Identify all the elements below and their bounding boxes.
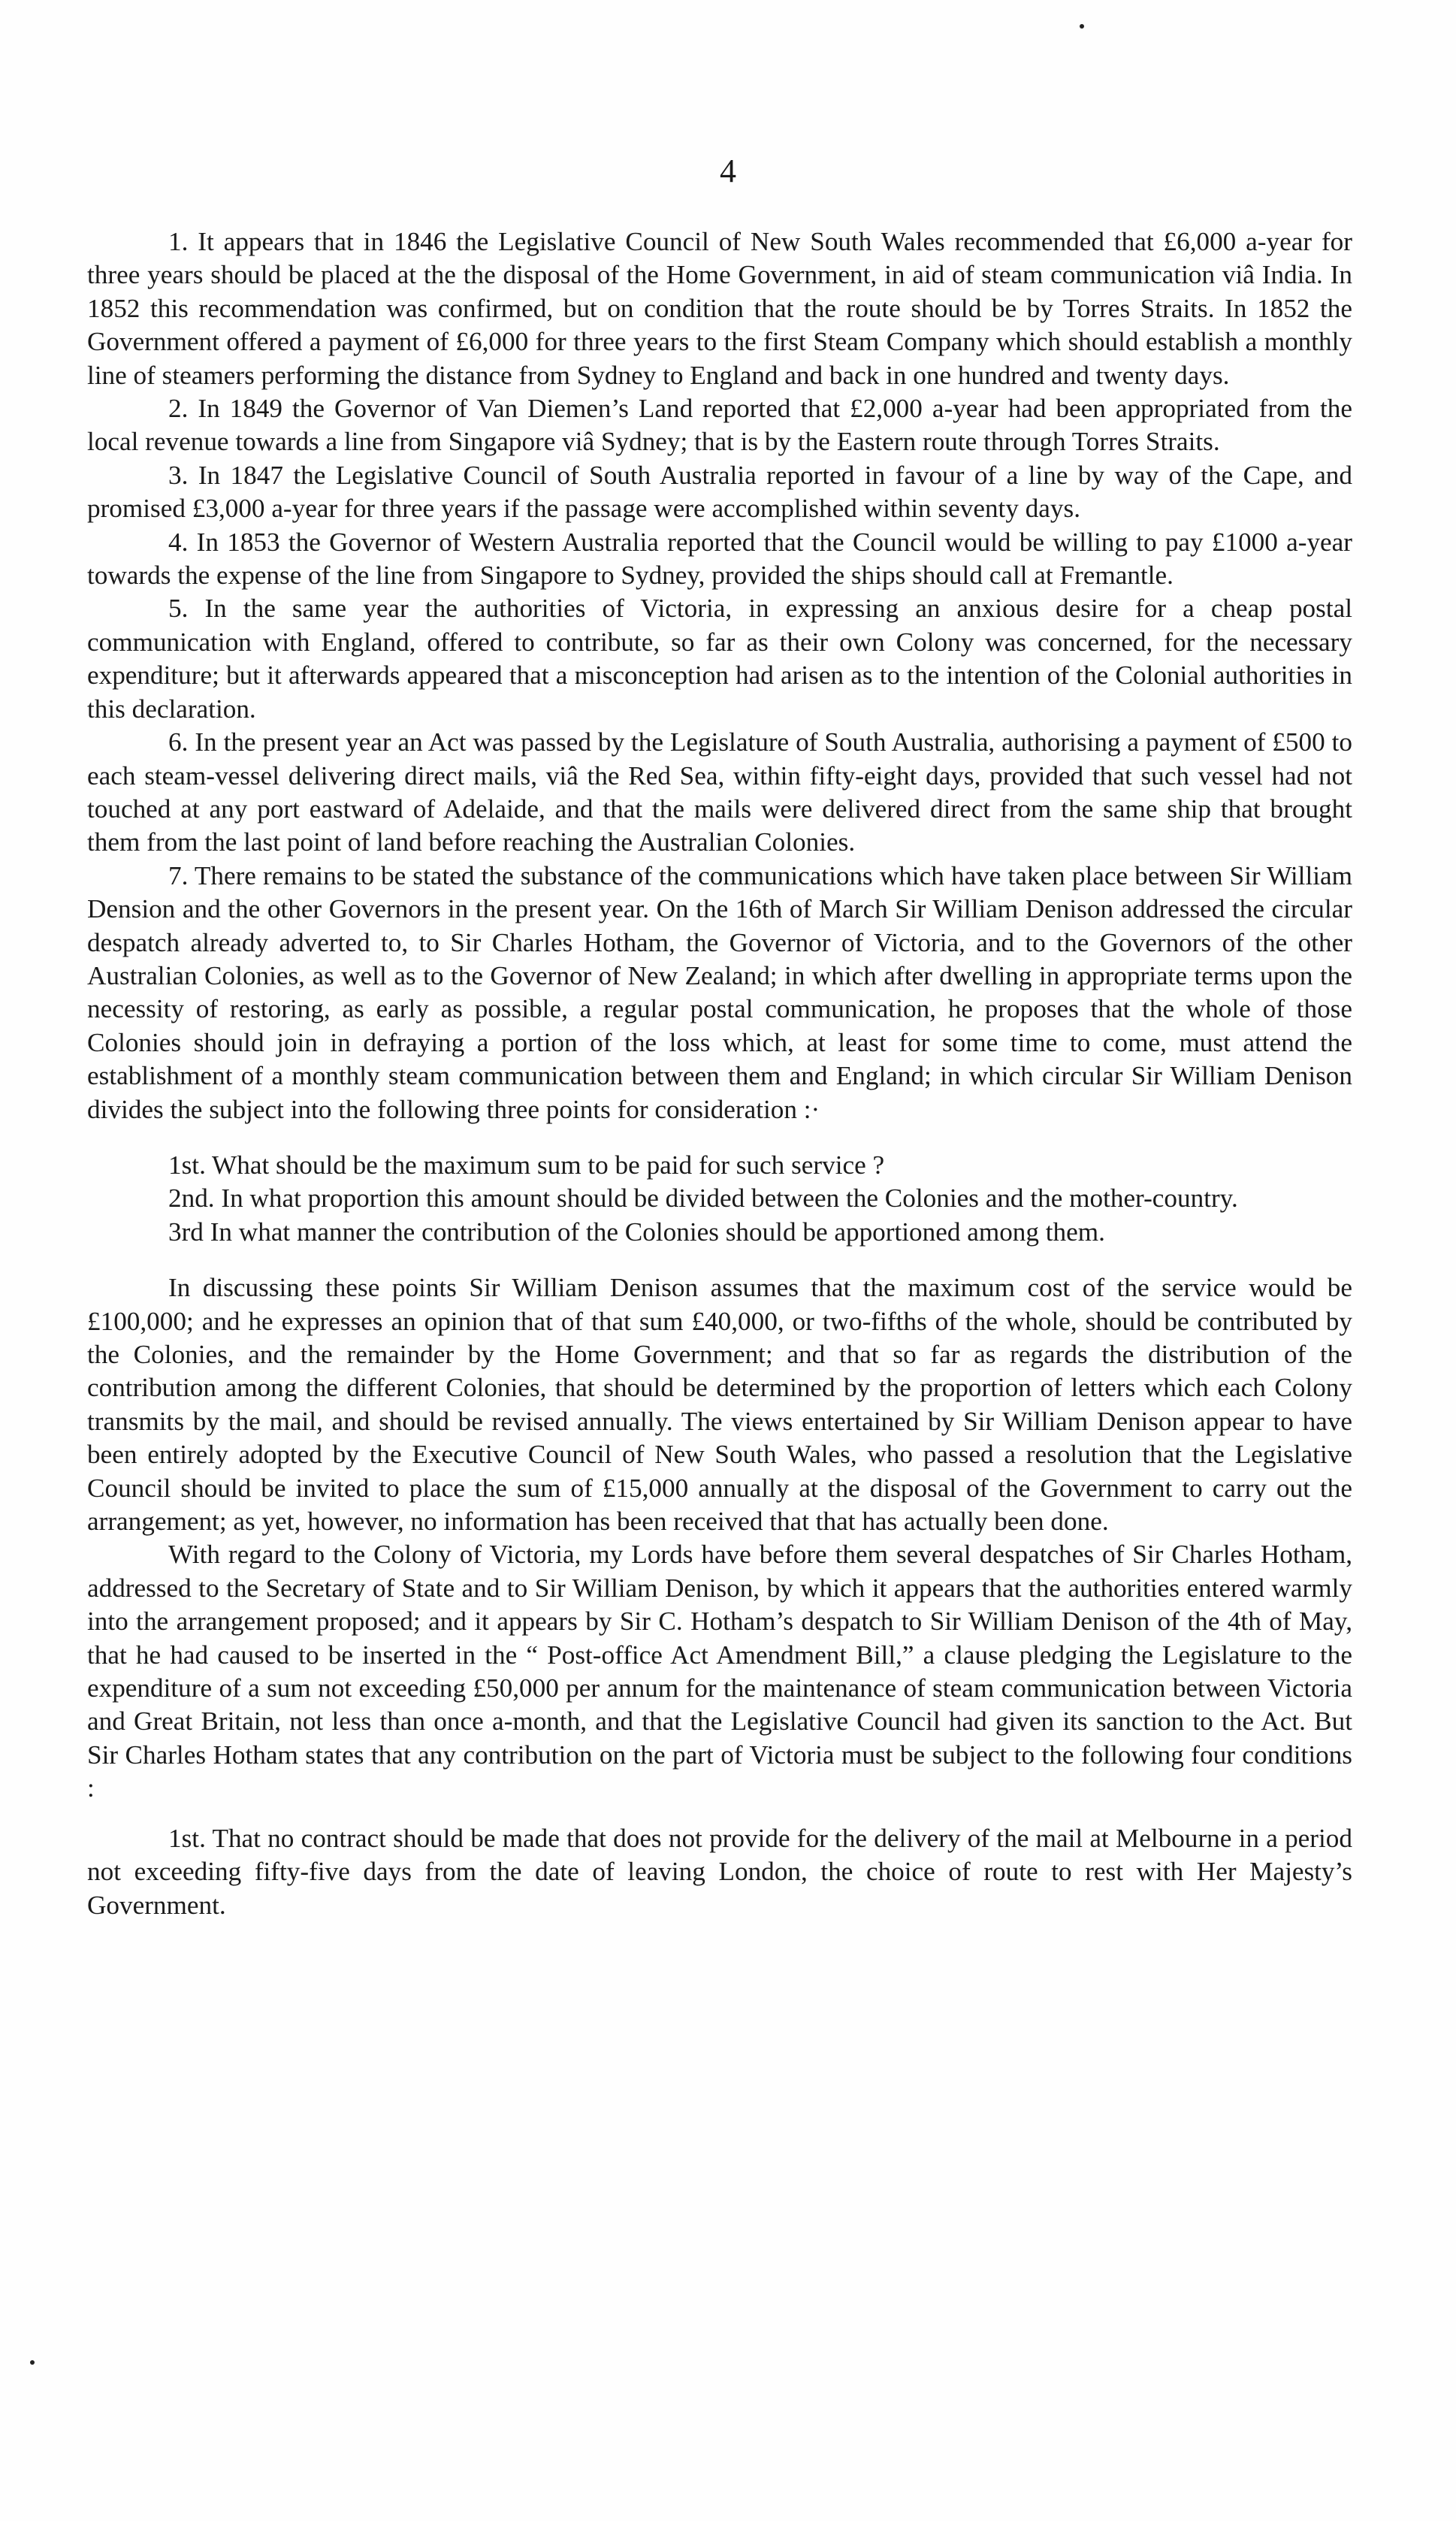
discussion-paragraph-1: In discussing these points Sir William Denison assumes that the maximum cost of the service would be £100,000; and he expresses an opinion that of that sum £40,000, or two-fifths of the whole, should be contributed by the Colonies, and the remainder by the Home Government; and that so far as regards the distribution of the contribution among the different Colonies, that should be determined by the proportion of letters which each Colony transmits by the mail, and should be revised annually. The views entertained by Sir William Denison appear to have been entirely adopted by the Executive Council of New South Wales, who passed a resolution that the Legislative Council should be invited to place the sum of £15,000 annually at the disposal of the Government to carry out the arrangement; as yet, however, no information has been received that that has actually been done. xyxy=(87,1273,1352,1537)
document-body xyxy=(87,225,1352,1922)
point-2: 2nd. In what proportion this amount should be divided between the Colonies and the mother-country. xyxy=(168,1183,1238,1214)
paragraph-2: 2. In 1849 the Governor of Van Diemen’s Land reported that £2,000 a-year had been appropriated from the local revenue towards a line from Singapore viâ Sydney; that is by the Eastern route through Torres Straits. xyxy=(87,394,1352,457)
paragraph-6: 6. In the present year an Act was passed by the Legislature of South Australia, authorising a payment of £500 to each steam-vessel delivering direct mails, viâ the Red Sea, within fifty-eight days, provided that such vessel had not touched at any port eastward of Adelaide, and that the mails were delivered direct from the same ship that brought them from the last point of land before reaching the Australian Colonies. xyxy=(87,727,1352,857)
discussion-paragraph-2: With regard to the Colony of Victoria, my Lords have before them several despatches of Sir Charles Hotham, addressed to the Secretary of State and to Sir William Denison, by which it appears that the authorities entered warmly into the arrangement proposed; and it appears by Sir C. Hotham’s despatch to Sir William Denison of the 4th of May, that he had caused to be inserted in the “ Post-office Act Amendment Bill,” a clause pledging the Legislature to the expenditure of a sum not exceeding £50,000 per annum for the maintenance of steam communication between Victoria and Great Britain, not less than once a-month, and that the Legislative Council had given its sanction to the Act. But Sir Charles Hotham states that any contribution on the part of Victoria must be subject to the following four conditions : xyxy=(87,1540,1352,1803)
point-1: 1st. What should be the maximum sum to be paid for such service ? xyxy=(168,1150,885,1180)
spacer xyxy=(87,1249,1352,1271)
paragraph-3: 3. In 1847 the Legislative Council of South Australia reported in favour of a line by way of the Cape, and promised £3,000 a-year for three years if the passage were accomplished within seventy days. xyxy=(87,460,1352,524)
point-3: 3rd In what manner the contribution of the Colonies should be apportioned among them. xyxy=(168,1217,1105,1247)
paragraph-5: 5. In the same year the authorities of Victoria, in expressing an anxious desire for a cheap postal communication with England, offered to contribute, so far as their own Colony was concerned, for the necessary expenditure; but it afterwards appeared that a misconception had arisen as to the intention of the Colonial authorities in this declaration. xyxy=(87,594,1352,724)
spacer xyxy=(87,1126,1352,1149)
ink-speck-top xyxy=(1080,24,1084,29)
paragraph-4: 4. In 1853 the Governor of Western Australia reported that the Council would be willing to pay £1000 a-year towards the expense of the line from Singapore to Sydney, provided the ships should call at Fremantle. xyxy=(87,527,1352,591)
ink-speck-bottom xyxy=(30,2360,35,2365)
spacer xyxy=(87,1806,1352,1822)
paragraph-7: 7. There remains to be stated the substance of the communications which have taken place between Sir William Dension and the other Governors in the present year. On the 16th of March Sir William Denison addressed the circular despatch already adverted to, to Sir Charles Hotham, the Governor of Victoria, and to the Governors of the other Australian Colonies, as well as to the Governor of New Zealand; in which after dwelling in appropriate terms upon the necessity of restoring, as early as possible, a regular postal communication, he proposes that the whole of those Colonies should join in defraying a portion of the loss which, at least for some time to come, must attend the establishment of a monthly steam communication between them and England; in which circular Sir William Denison divides the subject into the following three points for consideration :· xyxy=(87,860,1352,1124)
condition-1: 1st. That no contract should be made that does not provide for the delivery of the mail at Melbourne in a period not exceeding fifty-five days from the date of leaving London, the choice of route to rest with Her Majesty’s Government. xyxy=(87,1823,1352,1920)
paragraph-1: 1. It appears that in 1846 the Legislative Council of New South Wales recommended that £6,000 a-year for three years should be placed at the the disposal of the Home Government, in aid of steam communication viâ India. In 1852 this recommendation was confirmed, but on condition that the route should be by Torres Straits. In 1852 the Government offered a payment of £6,000 for three years to the first Steam Company which should establish a monthly line of steamers performing the distance from Sydney to England and back in one hundred and twenty days. xyxy=(87,227,1352,390)
page-number: 4 xyxy=(720,153,736,189)
